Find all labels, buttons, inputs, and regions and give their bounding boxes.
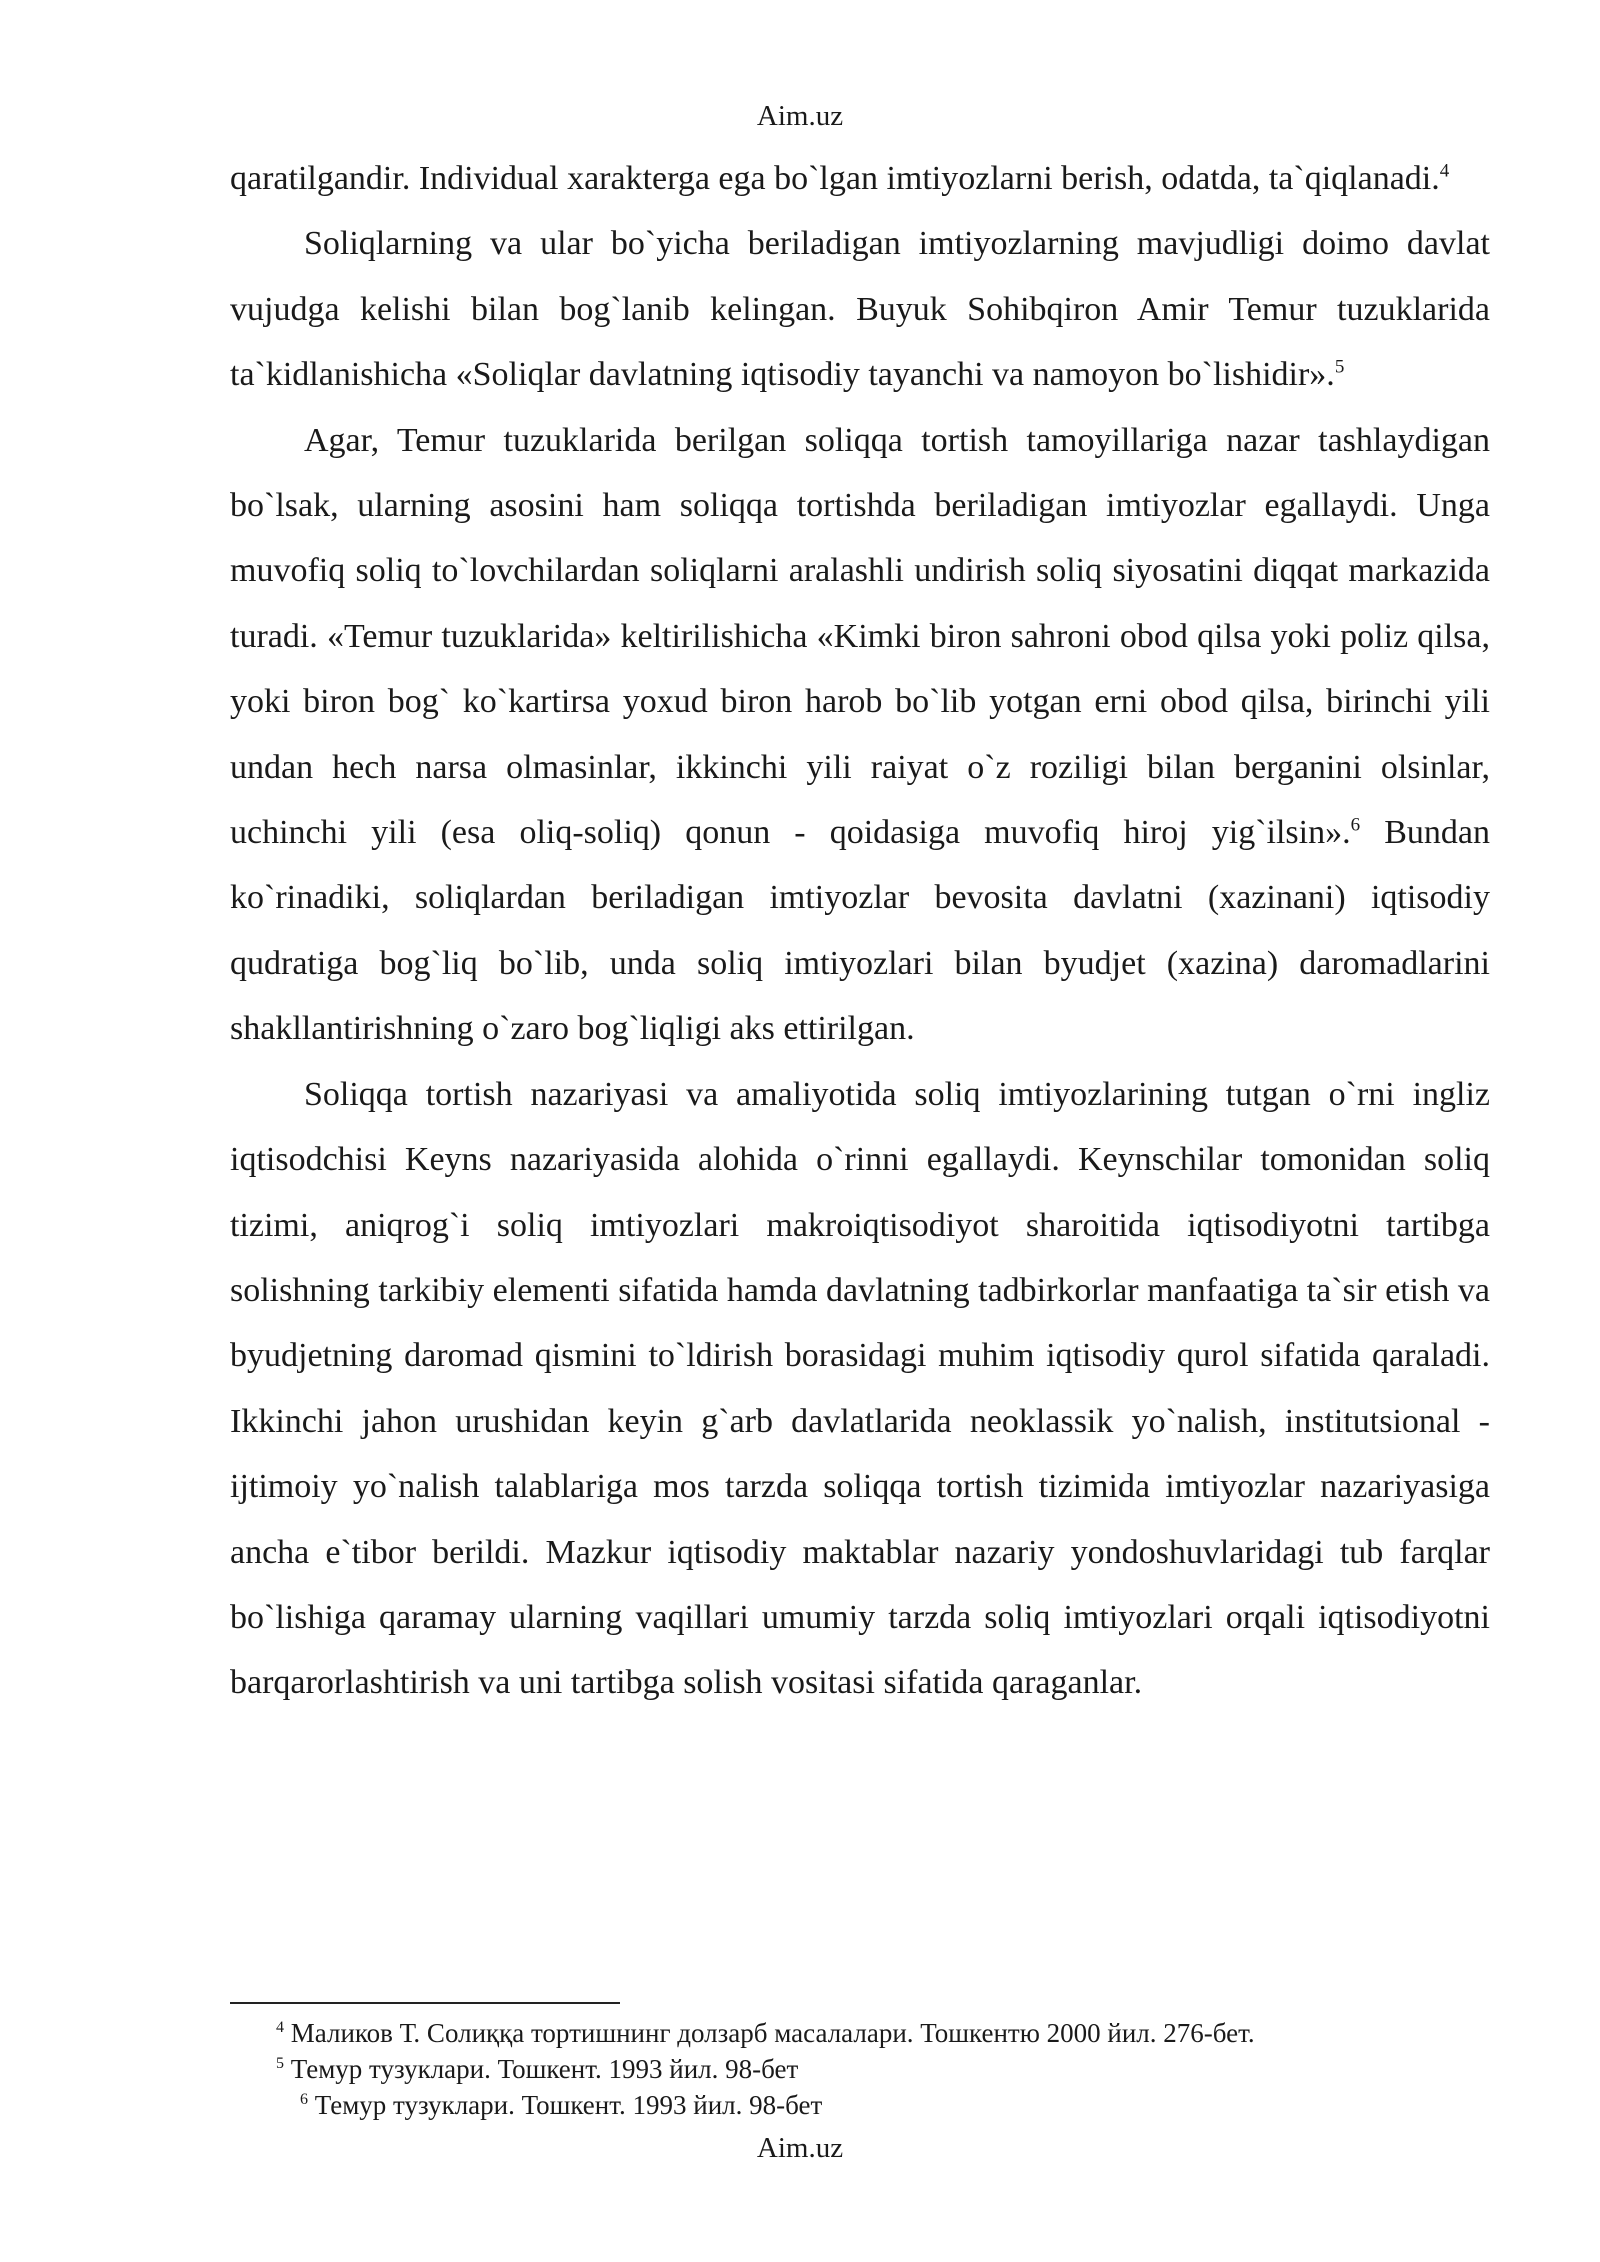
page-header: Aim.uz: [756, 100, 844, 132]
paragraph-3-text-continued: Bundan ko`rinadiki, soliqlardan beriladigan imtiyozlar bevosita davlatni (xazinani) iqtisodiy qudratiga bog`liq bo`lib, unda soliq imtiyozlari bilan byudjet (xazina) daromadlarini shakllantirishning o`zaro bog`liqligi aks ettirilgan.: [230, 814, 1490, 1048]
footnote-6-number: 6: [300, 2091, 308, 2108]
footnote-5: [276, 2051, 798, 2087]
footnote-4-number: 4: [276, 2019, 284, 2036]
paragraph-4-text: Soliqqa tortish nazariyasi va amaliyotida soliq imtiyozlarining tutgan o`rni ingliz iqtisodchisi Keyns nazariyasida alohida o`rinni egallaydi. Keynschilar tomonidan soliq tizimi, aniqrog`i soliq imtiyozlari makroiqtisodiyot sharoitida iqtisodiyotni tartibga solishning tarkibiy elementi sifatida hamda davlatning tadbirkorlar manfaatiga ta`sir etish va byudjetning daromad qismini to`ldirish borasidagi muhim iqtisodiy qurol sifatida qaraladi. Ikkinchi jahon urushidan keyin g`arb davlatlarida neoklassik yo`nalish, institutsional - ijtimoiy yo`nalish talablariga mos tarzda soliqqa tortish tizimida imtiyozlar nazariyasiga ancha e`tibor berildi. Mazkur iqtisodiy maktablar nazariy yondoshuvlaridagi tub farqlar bo`lishiga qaramay ularning vaqillari umumiy tarzda soliq imtiyozlari orqali iqtisodiyotni barqarorlashtirish va uni tartibga solish vositasi sifatida qaraganlar.: [230, 1075, 1490, 1702]
footnote-ref-5[interactable]: 5: [1334, 356, 1345, 378]
footnote-separator: [230, 2002, 620, 2004]
footnote-ref-4[interactable]: 4: [1439, 160, 1450, 182]
footnote-4: [276, 2015, 1255, 2051]
footnote-4-text: Маликов Т. Солиққа тортишнинг долзарб масалалари. Тошкентю 2000 йил. 276-бет.: [284, 2018, 1255, 2048]
paragraph-4: [230, 1062, 1490, 1716]
paragraph-1: [230, 146, 1490, 211]
footnote-6-text: Темур тузуклари. Тошкент. 1993 йил. 98-бет: [308, 2090, 823, 2120]
paragraph-1-text: qaratilgandir. Individual xarakterga ega bo`lgan imtiyozlarni berish, odatda, ta`qiqlanadi.: [230, 160, 1440, 197]
paragraph-2-text: Soliqlarning va ular bo`yicha beriladigan imtiyozlarning mavjudligi doimo davlat vujudga kelishi bilan bog`lanib kelingan. Buyuk Sohibqiron Amir Temur tuzuklarida ta`kidlanishicha «Soliqlar davlatning iqtisodiy tayanchi va namoyon bo`lishidir».: [230, 225, 1490, 394]
footnote-5-number: 5: [276, 2055, 284, 2072]
paragraph-3-text: Agar, Temur tuzuklarida berilgan soliqqa tortish tamoyillariga nazar tashlaydigan bo`lsak, ularning asosini ham soliqqa tortishda beriladigan imtiyozlar egallaydi. Unga muvofiq soliq to`lovchilardan soliqlarni aralashli undirish soliq siyosatini diqqat markazida turadi. «Temur tuzuklarida» keltirilishicha «Kimki biron sahroni obod qilsa yoki poliz qilsa, yoki biron bog` ko`kartirsa yoxud biron harob bo`lib yotgan erni obod qilsa, birinchi yili undan hech narsa olmasinlar, ikkinchi yili raiyat o`z roziligi bilan berganini olsinlar, uchinchi yili (esa oliq-soliq) qonun - qoidasiga muvofiq hiroj yig`ilsin».: [230, 421, 1490, 852]
footnote-6: [300, 2087, 822, 2123]
paragraph-3: [230, 408, 1490, 1062]
footnote-ref-6[interactable]: 6: [1350, 814, 1361, 836]
footnote-5-text: Темур тузуклари. Тошкент. 1993 йил. 98-бет: [284, 2054, 799, 2084]
paragraph-2: [230, 211, 1490, 407]
page-footer: Aim.uz: [756, 2132, 844, 2164]
body-text: [230, 146, 1490, 1716]
